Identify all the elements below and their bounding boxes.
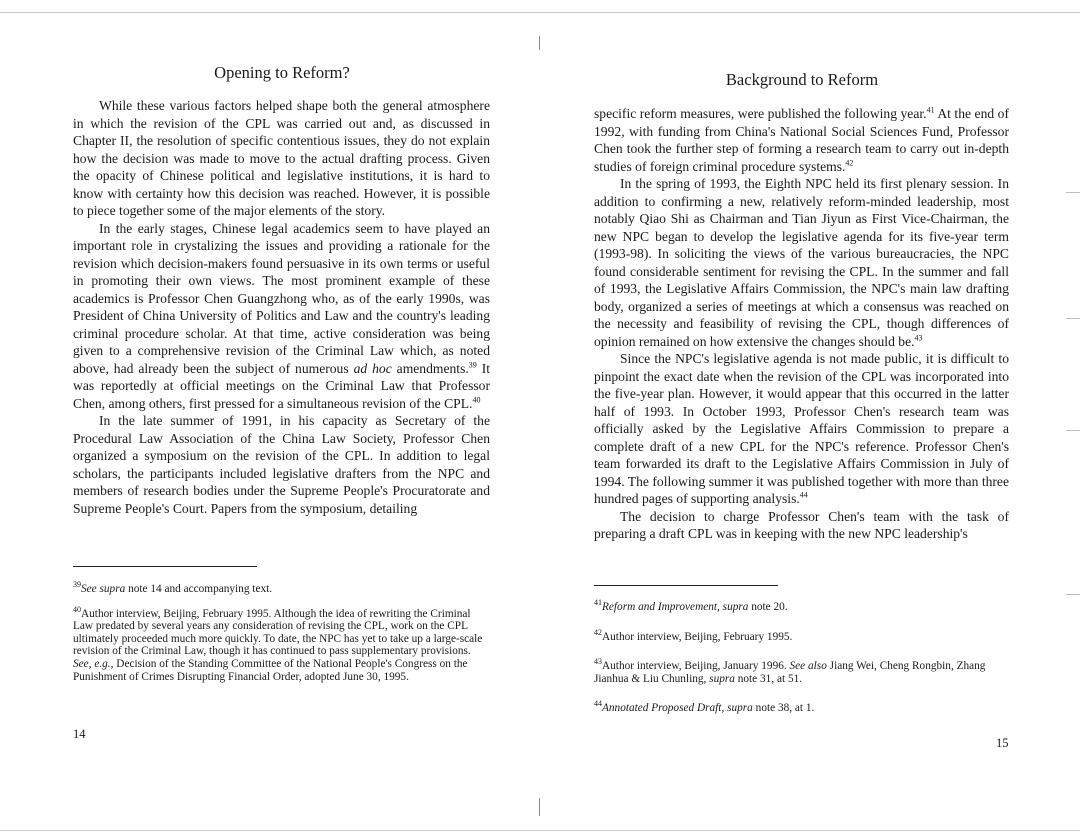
paragraph: In the early stages, Chinese legal academics seem to have played an important role in crystalizing the issues and providing a rationale for the revision which decision-makers found persuasive in its own terms or useful in promoting their own views. The most prominent example of these academics is Professor Chen Guangzhong who, as of the early 1990s, was President of China University of Politics and Law and the country's leading criminal procedure scholar. At that time, active consideration was being given to a comprehensive revision of the Criminal Law which, as noted above, had already been the subject of numerous ad hoc amendments.$^{39}$ It was reportedly at official meetings on the Criminal Law that Professor Chen, among others, first pressed for a simultaneous revision of the CPL.$^{40}$ xyxy=(73,220,490,411)
page-heading: Background to Reform xyxy=(725,70,879,89)
footnote: $^{40}$Author interview, Beijing, February 1995. Although the idea of rewriting the Criminal Law predated by several years any consideration of revising the CPL, work on the CPL ultimately proceeded much more quickly. To date, the NPC has yet to take up a large-scale revision of the Criminal Law, though it has continued to pass supplementary provisions. See, e.g., Decision of the Standing Committee of the National People's Congress on the Punishment of Crimes Disrupting Financial Order, adopted June 30, 1995. xyxy=(73,604,483,683)
footnote: $^{43}$Author interview, Beijing, January 1996. See also Jiang Wei, Cheng Rongbin, Zhang Jianhua & Liu Chunling, supra note 31, at 51. xyxy=(594,657,986,685)
scan-bottom-edge xyxy=(0,830,1080,831)
footnote-ref: 44 xyxy=(799,490,808,500)
body-text xyxy=(73,97,490,517)
edge-tick xyxy=(1066,594,1080,595)
footnote: $^{44}$Annotated Proposed Draft, supra note 38, at 1. xyxy=(594,699,815,715)
body-text xyxy=(594,105,1009,543)
footnote-ref: 39 xyxy=(468,359,477,369)
footnote-ref: 42 xyxy=(845,157,854,167)
footnote-rule xyxy=(73,566,257,567)
page-number: 14 xyxy=(73,727,86,741)
paragraph: specific reform measures, were published the following year.$^{41}$ At the end of 1992, with funding from China's National Social Sciences Fund, Professor Chen took the further step of forming a research team to carry out in-depth studies of foreign criminal procedure systems.$^{42}$ xyxy=(594,105,1009,174)
edge-tick xyxy=(1066,318,1080,319)
footnote-ref: 43 xyxy=(914,332,923,342)
footnote-ref: 41 xyxy=(926,105,935,115)
footnotes xyxy=(594,598,1010,732)
footnote-ref: 40 xyxy=(472,394,481,404)
edge-tick xyxy=(1066,430,1080,431)
gutter-mark-bottom xyxy=(539,798,540,816)
paragraph: The decision to charge Professor Chen's team with the task of preparing a draft CPL was in keeping with the new NPC leadership's xyxy=(594,508,1009,541)
scan-top-edge xyxy=(0,12,1080,13)
paragraph: Since the NPC's legislative agenda is not made public, it is difficult to pinpoint the exact date when the revision of the CPL was incorporated into the five-year plan. However, it would appear that this occurred in the latter half of 1993. In October 1993, Professor Chen's research team was officially asked by the Legislative Affairs Commission to prepare a complete draft of a new CPL for the NPC's reference. Professor Chen's team forwarded its draft to the Legislative Affairs Commission in July of 1994. The following summer it was published together with more than three hundred pages of supporting analysis.$^{44}$ xyxy=(594,351,1009,506)
footnote-rule xyxy=(594,585,778,586)
footnotes xyxy=(73,580,487,695)
edge-tick xyxy=(1066,192,1080,193)
gutter-mark-top xyxy=(539,36,540,50)
footnote: $^{39}$See supra note 14 and accompanying text. xyxy=(73,580,273,595)
paragraph: In the spring of 1993, the Eighth NPC held its first plenary session. In addition to confirming a new, relatively reform-minded leadership, most notably Qiao Shi as Chairman and Tian Jiyun as First Vice-Chairman, the new NPC began to develop the legislative agenda for its five-year term (1993-98). In soliciting the views of the various bureaucracies, the NPC found considerable sentiment for revising the CPL. In the summer and fall of 1993, the Legislative Affairs Commission, the NPC's main law drafting body, organized a series of meetings at which a consensus was reached on the necessity and feasibility of revising the CPL, though differences of opinion remained on how extensive the changes should be.$^{43}$ xyxy=(594,176,1009,349)
paragraph: In the late summer of 1991, in his capacity as Secretary of the Procedural Law Association of the China Law Society, Professor Chen organized a symposium on the revision of the CPL. In addition to legal scholars, the participants included legislative drafters from the NPC and members of research bodies under the Supreme People's Procuratorate and Supreme People's Court. Papers from the symposium, detailing xyxy=(73,413,490,516)
page-number: 15 xyxy=(996,736,1009,750)
paragraph: While these various factors helped shape both the general atmosphere in which the revision of the CPL was carried out and, as discussed in Chapter II, the resolution of specific contentious issues, they do not explain how the decision was made to move to the actual drafting process. Given the opacity of Chinese political and legislative institutions, it is hard to know with certainty how this decision was reached. However, it is possible to piece together some of the major elements of the story. xyxy=(73,98,490,218)
page-heading: Opening to Reform? xyxy=(214,63,350,82)
footnote: $^{42}$Author interview, Beijing, February 1995. xyxy=(594,627,793,643)
footnote: $^{41}$Reform and Improvement, supra note 20. xyxy=(594,598,788,613)
